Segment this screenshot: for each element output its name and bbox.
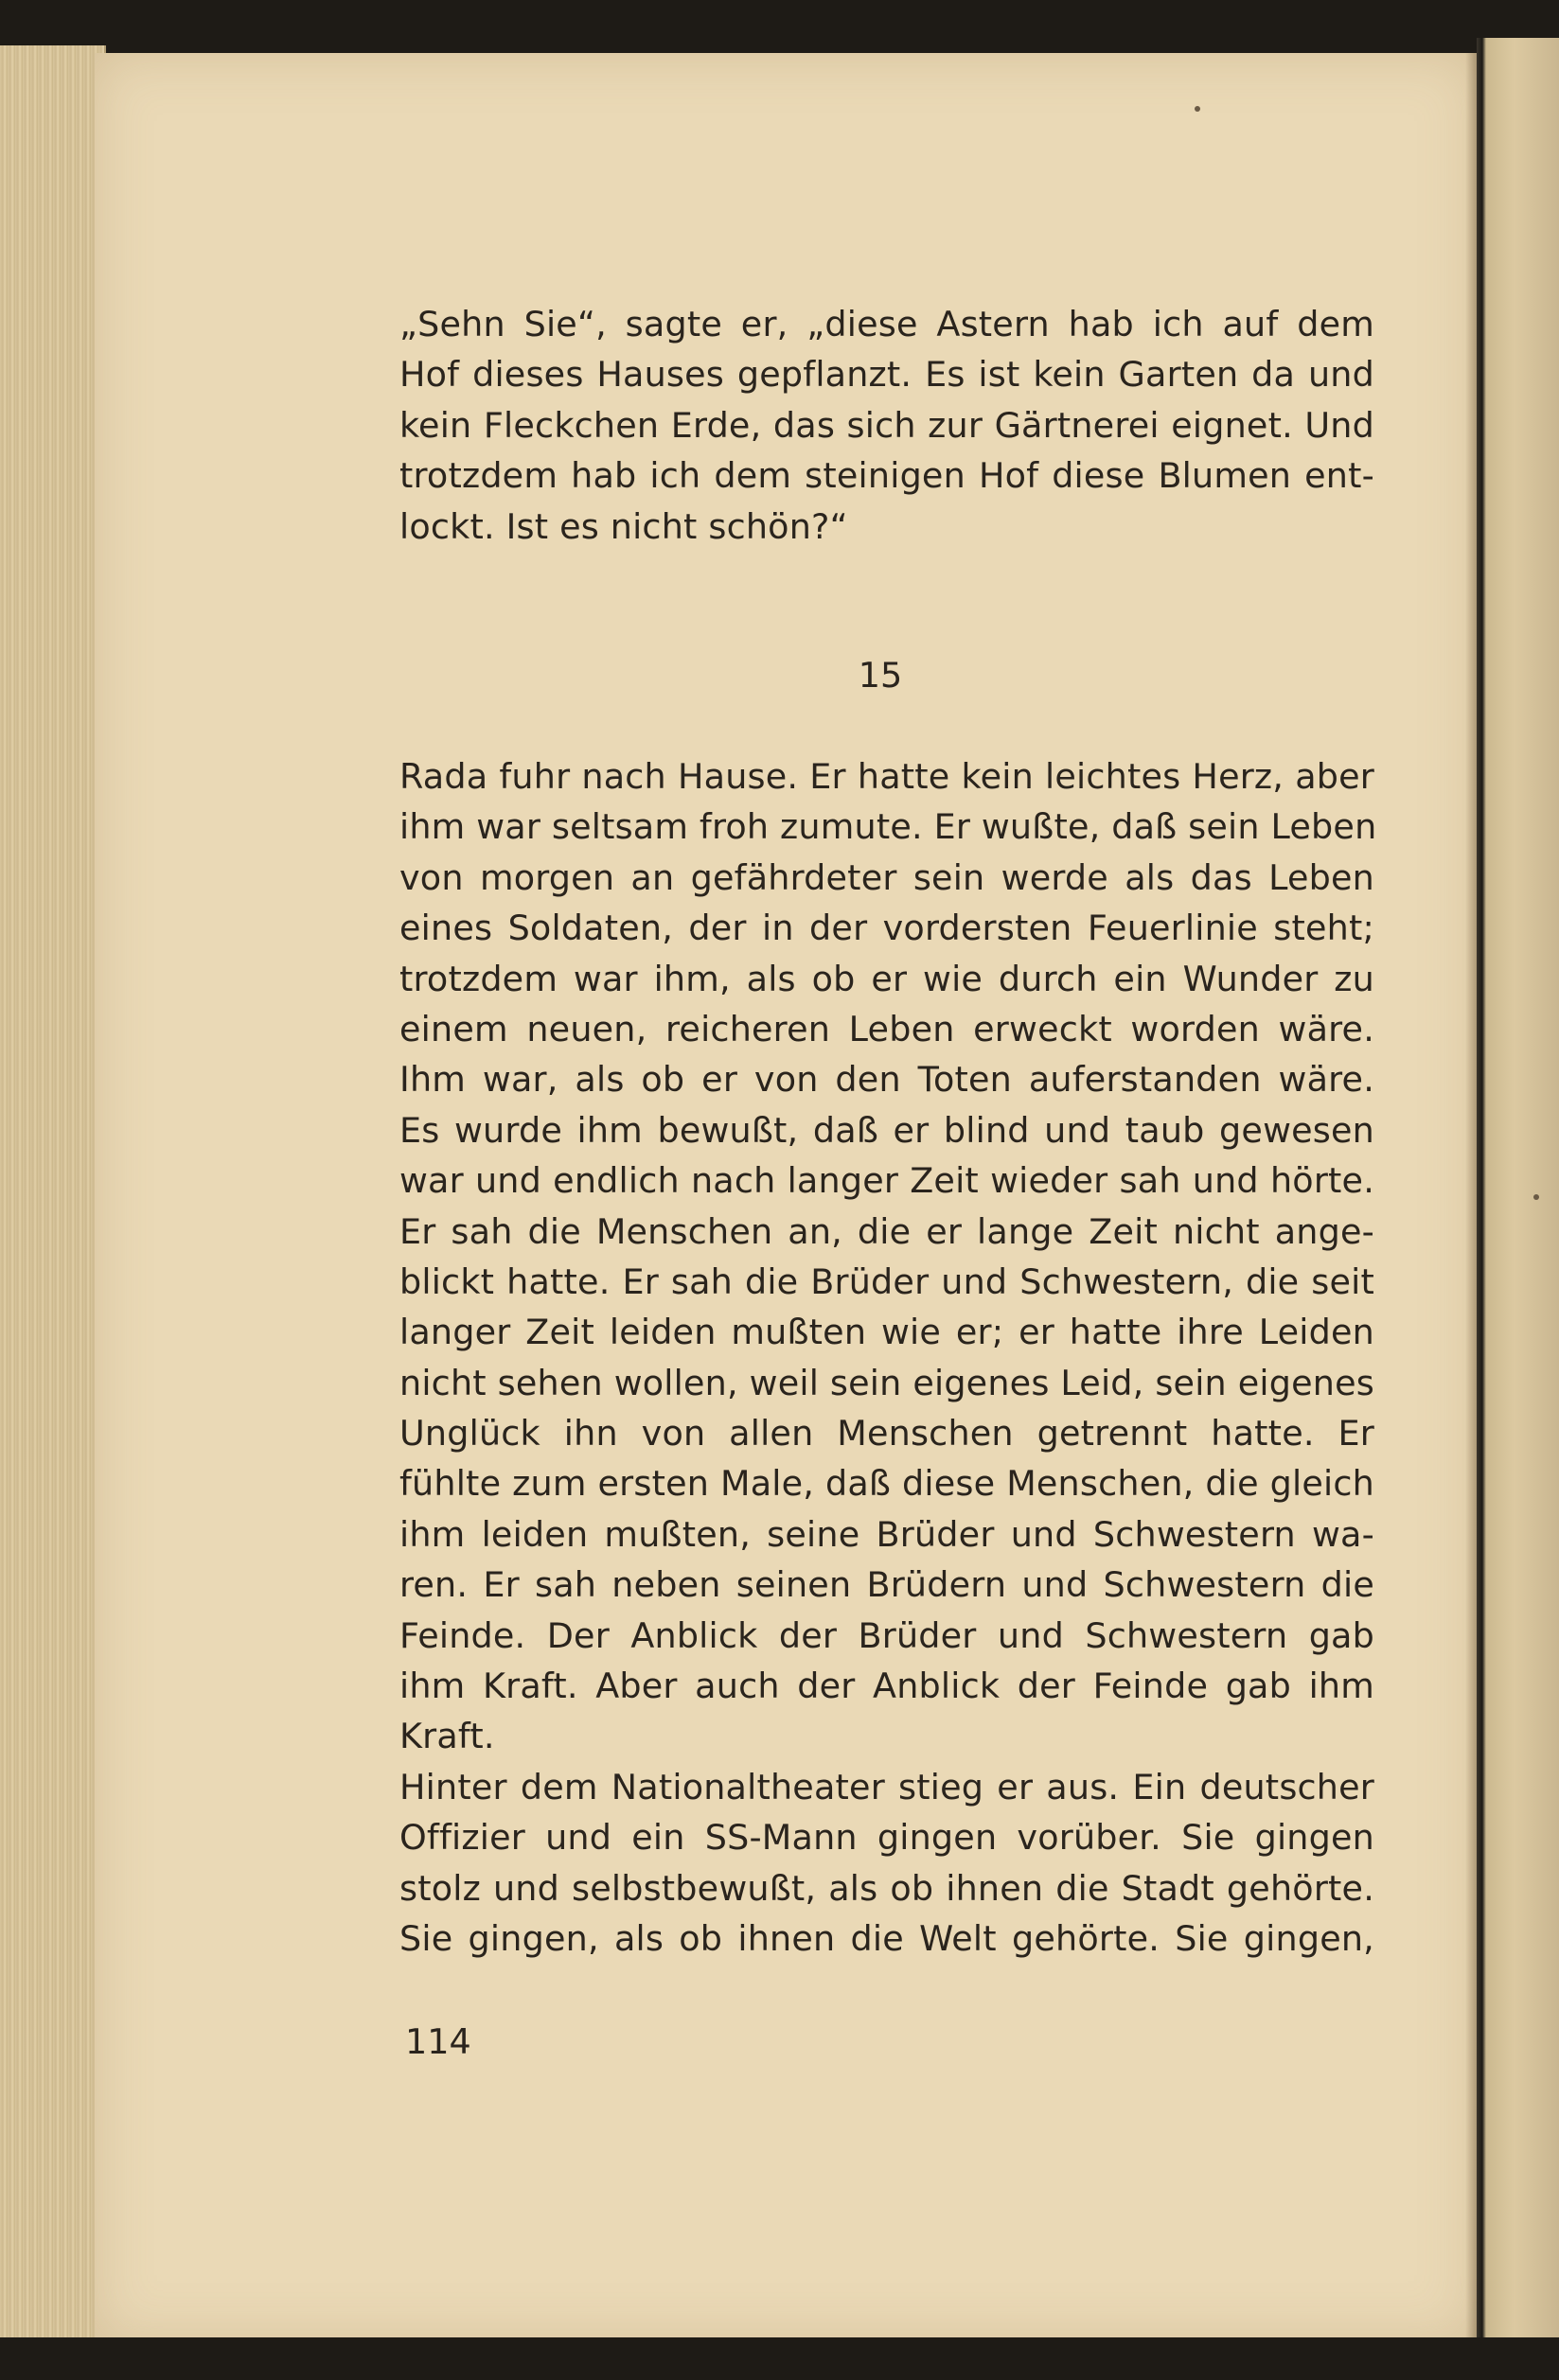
paragraph-1 (399, 299, 1374, 552)
paper-speck (1533, 1194, 1539, 1200)
chapter-number: 15 (858, 655, 903, 696)
text-line: einem neuen, reicheren Leben erweckt worden wäre. (399, 1008, 1374, 1049)
text-line: stolz und selbstbewußt, als ob ihnen die Stadt gehörte. (399, 1867, 1374, 1909)
text-line: ihm Kraft. Aber auch der Anblick der Feinde gab ihm (399, 1666, 1374, 1707)
text-line: langer Zeit leiden mußten wie er; er hatte ihre Leiden (399, 1312, 1374, 1353)
page-stack-edge (0, 45, 106, 2345)
text-line: lockt. Ist es nicht schön?“ (399, 505, 848, 547)
text-line: Es wurde ihm bewußt, daß er blind und taub gewesen (399, 1109, 1374, 1151)
bottom-edge (0, 2337, 1559, 2380)
text-line: ihm war seltsam froh zumute. Er wußte, daß sein Leben (399, 806, 1377, 848)
text-line: kein Fleckchen Erde, das sich zur Gärtnerei eignet. Und (399, 404, 1374, 446)
page-number: 114 (405, 2021, 471, 2062)
text-line: Er sah die Menschen an, die er lange Zeit nicht ange- (399, 1210, 1374, 1252)
text-line: trotzdem war ihm, als ob er wie durch ein Wunder zu (399, 958, 1374, 999)
text-line: Offizier und ein SS-Mann gingen vorüber. Sie gingen (399, 1817, 1374, 1859)
paragraph-2 (399, 751, 1377, 1964)
text-line: Ihm war, als ob er von den Toten auferstanden wäre. (399, 1059, 1374, 1101)
text-line: von morgen an gefährdeter sein werde als das Leben (399, 856, 1374, 898)
text-line: Hof dieses Hauses gepflanzt. Es ist kein Garten da und (399, 354, 1374, 396)
text-line: trotzdem hab ich dem steinigen Hof diese Blumen ent- (399, 455, 1374, 497)
text-line: eines Soldaten, der in der vordersten Feuerlinie steht; (399, 908, 1374, 949)
text-line: blickt hatte. Er sah die Brüder und Schwestern, die seit (399, 1261, 1374, 1302)
text-line: ren. Er sah neben seinen Brüdern und Schwestern die (399, 1564, 1374, 1606)
text-line: Hinter dem Nationaltheater stieg er aus. Ein deutscher (399, 1766, 1374, 1807)
text-line: nicht sehen wollen, weil sein eigenes Leid, sein eigenes (399, 1362, 1374, 1403)
text-line: Feinde. Der Anblick der Brüder und Schwestern gab (399, 1614, 1374, 1656)
paper-speck (1195, 106, 1200, 112)
text-line: „Sehn Sie“, sagte er, „diese Astern hab ich auf dem (399, 304, 1374, 344)
book-cover-edge (1477, 38, 1559, 2352)
text-line: fühlte zum ersten Male, daß diese Menschen, die gleich (399, 1463, 1374, 1505)
text-line: ihm leiden mußten, seine Brüder und Schwestern wa- (399, 1513, 1374, 1555)
text-line: Rada fuhr nach Hause. Er hatte kein leichtes Herz, aber (399, 756, 1374, 797)
text-line: war und endlich nach langer Zeit wieder sah und hörte. (399, 1160, 1374, 1202)
text-line: Unglück ihn von allen Menschen getrennt hatte. Er (399, 1413, 1374, 1454)
text-line: Sie gingen, als ob ihnen die Welt gehörte. Sie gingen, (399, 1917, 1374, 1959)
text-line: Kraft. (399, 1716, 495, 1757)
